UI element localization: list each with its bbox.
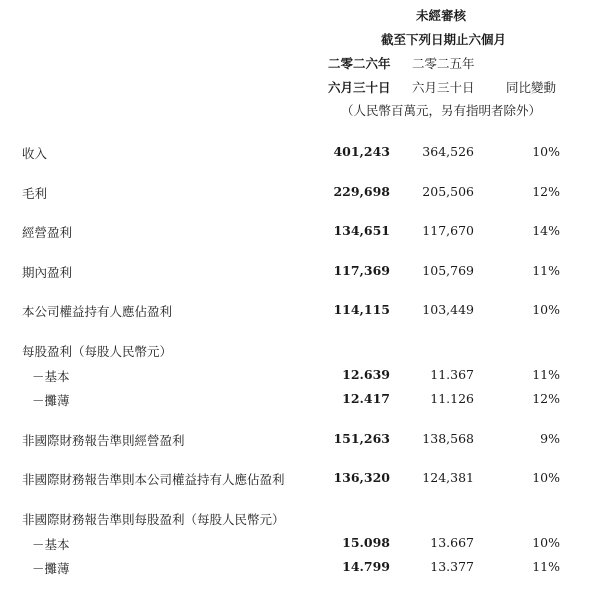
table-row — [0, 263, 614, 283]
value-change: 11% — [532, 263, 560, 278]
value-prev: 138,568 — [422, 431, 474, 446]
row-label: 每股盈利（每股人民幣元） — [22, 344, 173, 359]
value-prev: 205,506 — [422, 184, 474, 199]
value-current: 134,651 — [333, 223, 390, 238]
header-unaudited: 未經審核 — [416, 8, 467, 23]
row-label: 非國際財務報告準則經營盈利 — [22, 433, 185, 448]
value-current: 401,243 — [333, 144, 390, 159]
row-label: 非國際財務報告準則每股盈利（每股人民幣元） — [22, 512, 285, 527]
row-label: 經營盈利 — [22, 225, 73, 240]
value-current: 229,698 — [333, 184, 390, 199]
value-prev: 13.377 — [430, 559, 474, 574]
header-current-date: 六月三十日 — [328, 80, 391, 95]
value-prev: 11.367 — [430, 367, 474, 382]
table-row — [0, 302, 614, 322]
value-change: 9% — [540, 431, 560, 446]
header-current-year: 二零二六年 — [328, 56, 391, 71]
row-label: －攤薄 — [32, 393, 70, 408]
value-current: 12.639 — [342, 367, 390, 382]
value-prev: 11.126 — [430, 391, 474, 406]
value-current: 12.417 — [342, 391, 390, 406]
table-row — [0, 391, 614, 411]
header-units: （人民幣百萬元，另有指明者除外） — [341, 103, 542, 118]
header-period: 截至下列日期止六個月 — [381, 32, 507, 47]
value-current: 117,369 — [333, 263, 390, 278]
table-row — [0, 184, 614, 204]
table-row — [0, 223, 614, 243]
header-prev-year: 二零二五年 — [412, 56, 475, 71]
value-change: 10% — [532, 144, 560, 159]
value-prev: 124,381 — [422, 470, 474, 485]
value-change: 10% — [532, 535, 560, 550]
row-label: －攤薄 — [32, 561, 70, 576]
value-prev: 103,449 — [422, 302, 474, 317]
table-row — [0, 367, 614, 387]
value-prev: 364,526 — [422, 144, 474, 159]
value-change: 14% — [532, 223, 560, 238]
value-current: 14.799 — [342, 559, 390, 574]
row-label: －基本 — [32, 369, 70, 384]
row-label: 本公司權益持有人應佔盈利 — [22, 304, 173, 319]
table-row — [0, 144, 614, 164]
table-row — [0, 559, 614, 579]
value-change: 11% — [532, 559, 560, 574]
header-prev-date: 六月三十日 — [412, 80, 475, 95]
value-current: 136,320 — [333, 470, 390, 485]
value-change: 11% — [532, 367, 560, 382]
table-row — [0, 431, 614, 451]
table-row-section — [0, 342, 614, 362]
value-current: 151,263 — [333, 431, 390, 446]
row-label: 收入 — [22, 146, 48, 161]
value-current: 15.098 — [342, 535, 390, 550]
value-change: 12% — [532, 184, 560, 199]
row-label: 期內盈利 — [22, 265, 73, 280]
value-prev: 105,769 — [422, 263, 474, 278]
table-row — [0, 535, 614, 555]
row-label: 非國際財務報告準則本公司權益持有人應佔盈利 — [22, 472, 285, 487]
value-change: 10% — [532, 470, 560, 485]
value-prev: 117,670 — [422, 223, 474, 238]
table-row-section — [0, 510, 614, 530]
value-current: 114,115 — [333, 302, 390, 317]
row-label: －基本 — [32, 537, 70, 552]
value-prev: 13.667 — [430, 535, 474, 550]
row-label: 毛利 — [22, 186, 48, 201]
value-change: 12% — [532, 391, 560, 406]
table-row — [0, 470, 614, 490]
header-change: 同比變動 — [506, 80, 557, 95]
value-change: 10% — [532, 302, 560, 317]
